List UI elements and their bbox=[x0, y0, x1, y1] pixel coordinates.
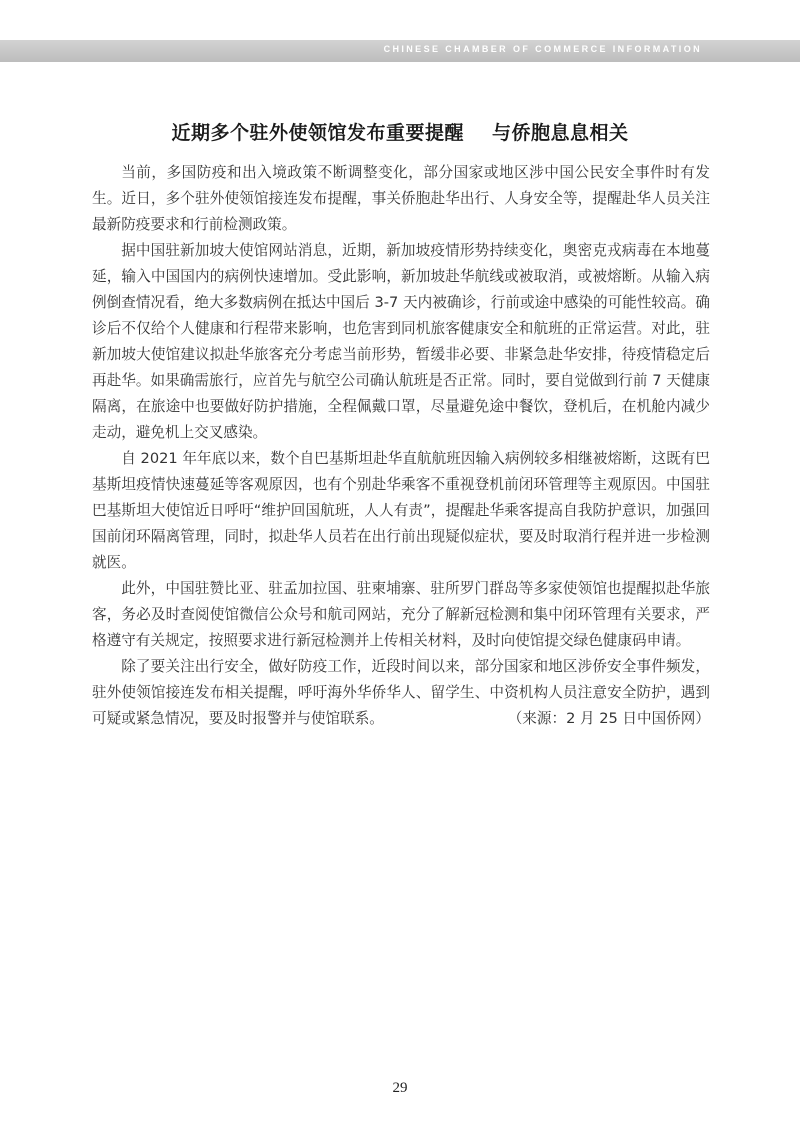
article-source: （来源：2 月 25 日中国侨网） bbox=[507, 710, 710, 727]
article-paragraph: 当前，多国防疫和出入境政策不断调整变化，部分国家或地区涉中国公民安全事件时有发生。近日，多个驻外使领馆接连发布提醒，事关侨胞赴华出行、人身安全等，提醒赴华人员关注最新防疫要求和行前检测政策。 bbox=[92, 164, 710, 233]
article-paragraph: 自 2021 年年底以来，数个自巴基斯坦赴华直航航班因输入病例较多相继被熔断，这既有巴基斯坦疫情快速蔓延等客观原因，也有个别赴华乘客不重视登机前闭环管理等主观原因。中国驻巴基斯坦大使馆近日呼吁“维护回国航班，人人有责”，提醒赴华乘客提高自我防护意识，加强回国前闭环隔离管理，同时，拟赴华人员若在出行前出现疑似症状，要及时取消行程并进一步检测就医。 bbox=[92, 450, 710, 571]
article-title bbox=[0, 118, 800, 145]
page-number: 29 bbox=[392, 1080, 408, 1096]
article-paragraph-last bbox=[92, 654, 710, 732]
article-paragraph-text: 除了要关注出行安全，做好防疫工作，近段时间以来，部分国家和地区涉侨安全事件频发，驻外使领馆接连发布相关提醒，呼吁海外华侨华人、留学生、中资机构人员注意安全防护，遇到可疑或紧急情况，要及时报警并与使馆联系。 bbox=[92, 658, 710, 727]
article-title-secondary: 与侨胞息息相关 bbox=[492, 122, 629, 144]
article-body bbox=[92, 160, 710, 732]
article-paragraph: 此外，中国驻赞比亚、驻孟加拉国、驻柬埔寨、驻所罗门群岛等多家使领馆也提醒拟赴华旅客，务必及时查阅使馆微信公众号和航司网站，充分了解新冠检测和集中闭环管理有关要求，严格遵守有关规定，按照要求进行新冠检测并上传相关材料，及时向使馆提交绿色健康码申请。 bbox=[92, 580, 710, 649]
article-title-main: 近期多个驻外使领馆发布重要提醒 bbox=[171, 122, 464, 144]
header-band bbox=[0, 40, 800, 62]
article-paragraph: 据中国驻新加坡大使馆网站消息，近期，新加坡疫情形势持续变化，奥密克戎病毒在本地蔓延，输入中国国内的病例快速增加。受此影响，新加坡赴华航线或被取消，或被熔断。从输入病例倒查情况看，绝大多数病例在抵达中国后 3-7 天内被确诊，行前或途中感染的可能性较高。确诊后不仅给个人健康和行程带来影响，也危害到同机旅客健康安全和航班的正常运营。对此，驻新加坡大使馆建议拟赴华旅客充分考虑当前形势，暂缓非必要、非紧急赴华安排，待疫情稳定后再赴华。如果确需旅行，应首先与航空公司确认航班是否正常。同时，要自觉做到行前 7 天健康隔离，在旅途中也要做好防护措施，全程佩戴口罩，尽量避免途中餐饮，登机后，在机舱内减少走动，避免机上交叉感染。 bbox=[92, 242, 710, 441]
header-publication-name: CHINESE CHAMBER OF COMMERCE INFORMATION bbox=[383, 44, 702, 54]
